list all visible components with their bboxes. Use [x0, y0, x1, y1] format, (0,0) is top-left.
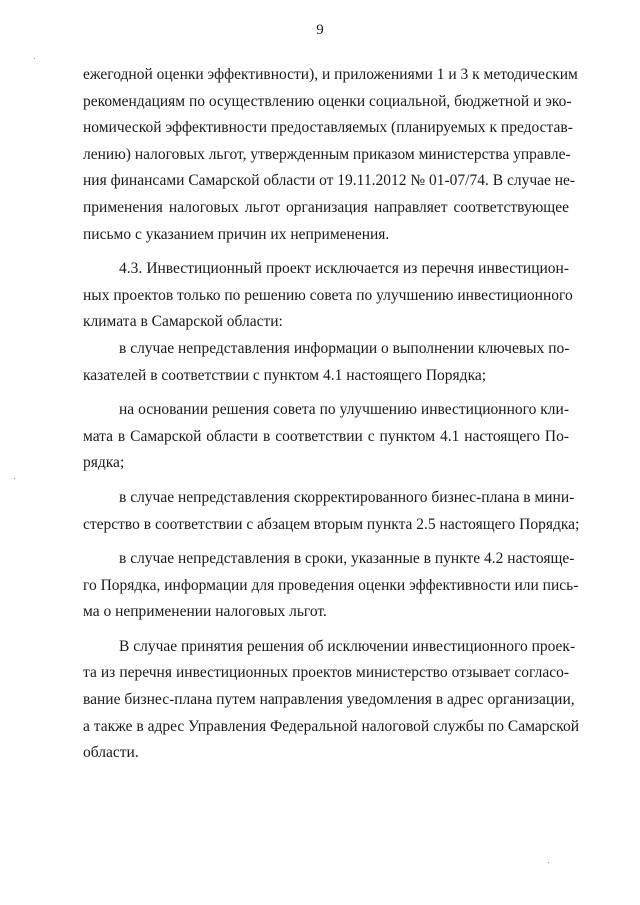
list-item-1	[83, 336, 569, 389]
scan-speck	[14, 478, 15, 479]
text-line: письмо с указанием причин их неприменения.	[83, 225, 390, 243]
text-line: рекомендациям по осуществлению оценки социальной, бюджетной и эко-	[83, 92, 572, 110]
text-line: стерство в соответствии с абзацем вторым пункта 2.5 настоящего Порядка;	[83, 515, 580, 533]
text-line: в случае непредставления информации о выполнении ключевых по-	[119, 339, 570, 357]
text-line: а также в адрес Управления Федеральной налоговой службы по Самарской	[83, 717, 580, 735]
list-item-4	[83, 546, 579, 626]
text-line: ных проектов только по решению совета по улучшению инвестиционного	[83, 286, 573, 304]
text-line: лению) налоговых льгот, утвержденным приказом министерства управле-	[83, 145, 571, 163]
text-line: номической эффективности предоставляемых (планируемых к предостав-	[83, 119, 573, 137]
text-line: та из перечня инвестиционных проектов министерство отзывает согласо-	[83, 664, 569, 682]
text-line: климата в Самарской области:	[83, 313, 283, 331]
text-line: рядка;	[83, 454, 125, 472]
text-line: ежегодной оценки эффективности), и приложениями 1 и 3 к методическим	[83, 66, 578, 83]
text-line: ма о неприменении налоговых льгот.	[83, 603, 327, 621]
paragraph-exclusion	[83, 634, 580, 767]
text-line: мата в Самарской области в соответствии с пунктом 4.1 настоящего По-	[83, 427, 569, 445]
list-item-3	[83, 485, 580, 538]
text-line: В случае принятия решения об исключении инвестиционного проек-	[119, 637, 576, 655]
text-line: казателей в соответствии с пунктом 4.1 настоящего Порядка;	[83, 366, 487, 384]
scan-speck	[34, 58, 35, 59]
text-line: 4.3. Инвестиционный проект исключается из перечня инвестицион-	[119, 260, 569, 278]
text-line: в случае непредставления в сроки, указанные в пункте 4.2 настояще-	[119, 550, 575, 568]
text-line: го Порядка, информации для проведения оценки эффективности или пись-	[83, 576, 579, 594]
text-line: ния финансами Самарской области от 19.11.2012 № 01-07/74. В случае не-	[83, 172, 576, 190]
list-item-2	[83, 397, 569, 477]
scan-speck	[548, 862, 549, 863]
paragraph-continuation	[83, 62, 578, 248]
text-line: на основании решения совета по улучшению инвестиционного кли-	[119, 401, 569, 419]
document-body	[83, 62, 580, 767]
text-line: области.	[83, 744, 139, 762]
text-line: в случае непредставления скорректированного бизнес-плана в мини-	[119, 488, 575, 506]
page-number: 9	[316, 22, 324, 38]
paragraph-4-3	[83, 256, 573, 336]
text-line: вание бизнес-плана путем направления уведомления в адрес организации,	[83, 691, 575, 709]
text-line: применения налоговых льгот организация направляет соответствующее	[83, 198, 569, 216]
